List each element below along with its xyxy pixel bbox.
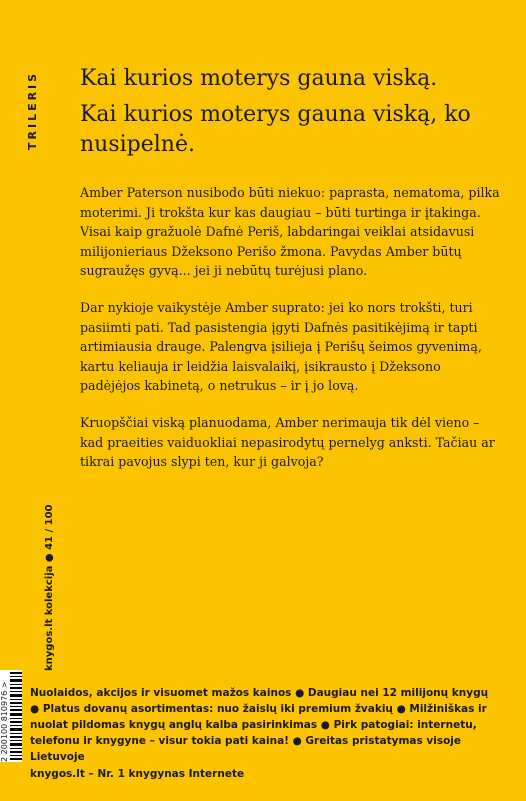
collection-label: knygos.lt kolekcija ● 41 / 100 (44, 504, 55, 671)
barcode-bars (10, 670, 22, 762)
tagline-line-1: Kai kurios moterys gauna viską. (80, 66, 438, 91)
blurb-paragraph-1: Amber Paterson nusibodo būti niekuo: paprasta, nematoma, pilka moterimi. Ji trokšta kur kas daugiau – būti turtinga ir įtakinga. Visai kaip gražuolė Dafnė Periš, labdaringai veiklai atsidavusi milijonieriaus Džeksono Perišo žmona. Pavydas Amber būtų sugraužęs gyvą... jei ji nebūtų turėjusi plano. (80, 185, 500, 279)
blurb-paragraph-2: Dar nykioje vaikystėje Amber suprato: jei ko nors trokšti, turi pasiimti pati. Tad pasistengia įgyti Dafnės pasitikėjimą ir tapti artimiausia drauge. Palengva įsilieja į Perišų šeimos gyvenimą, kartu keliauja ir leidžia laisvalaikį, įsikrausto į Džeksono padėjėjos kabinetą, o netrukus – ir į jo lovą. (80, 299, 482, 394)
blurb (80, 183, 500, 489)
barcode (0, 670, 22, 762)
genre-label: TRILERIS (26, 70, 39, 150)
barcode-number: 2 200100 810976 > (0, 681, 9, 762)
tagline (80, 64, 500, 166)
blurb-paragraph-3: Kruopščiai viską planuodama, Amber nerimauja tik dėl vieno – kad praeities vaiduokliai nepasirodytų pernelyg anksti. Tačiau ar tikrai pavojus slypi ten, kur ji galvoja? (80, 414, 495, 470)
store-ad: Nuolaidos, akcijos ir visuomet mažos kainos ● Daugiau nei 12 milijonų knygų ● Platus dovanų asortimentas: nuo žaislų iki premium žvakių ● Milžiniškas ir nuolat pildomas knygų anglų kalba pasirinkimas ● Pirk patogiai: internetu, telefonu ir knygyne – visur tokia pati kaina! ● Greitas pristatymas visoje Lietuvoje (30, 687, 489, 763)
store-footer: knygos.lt – Nr. 1 knygynas Internete (30, 768, 245, 780)
tagline-line-2: Kai kurios moterys gauna viską, ko nusipelnė. (80, 102, 471, 157)
